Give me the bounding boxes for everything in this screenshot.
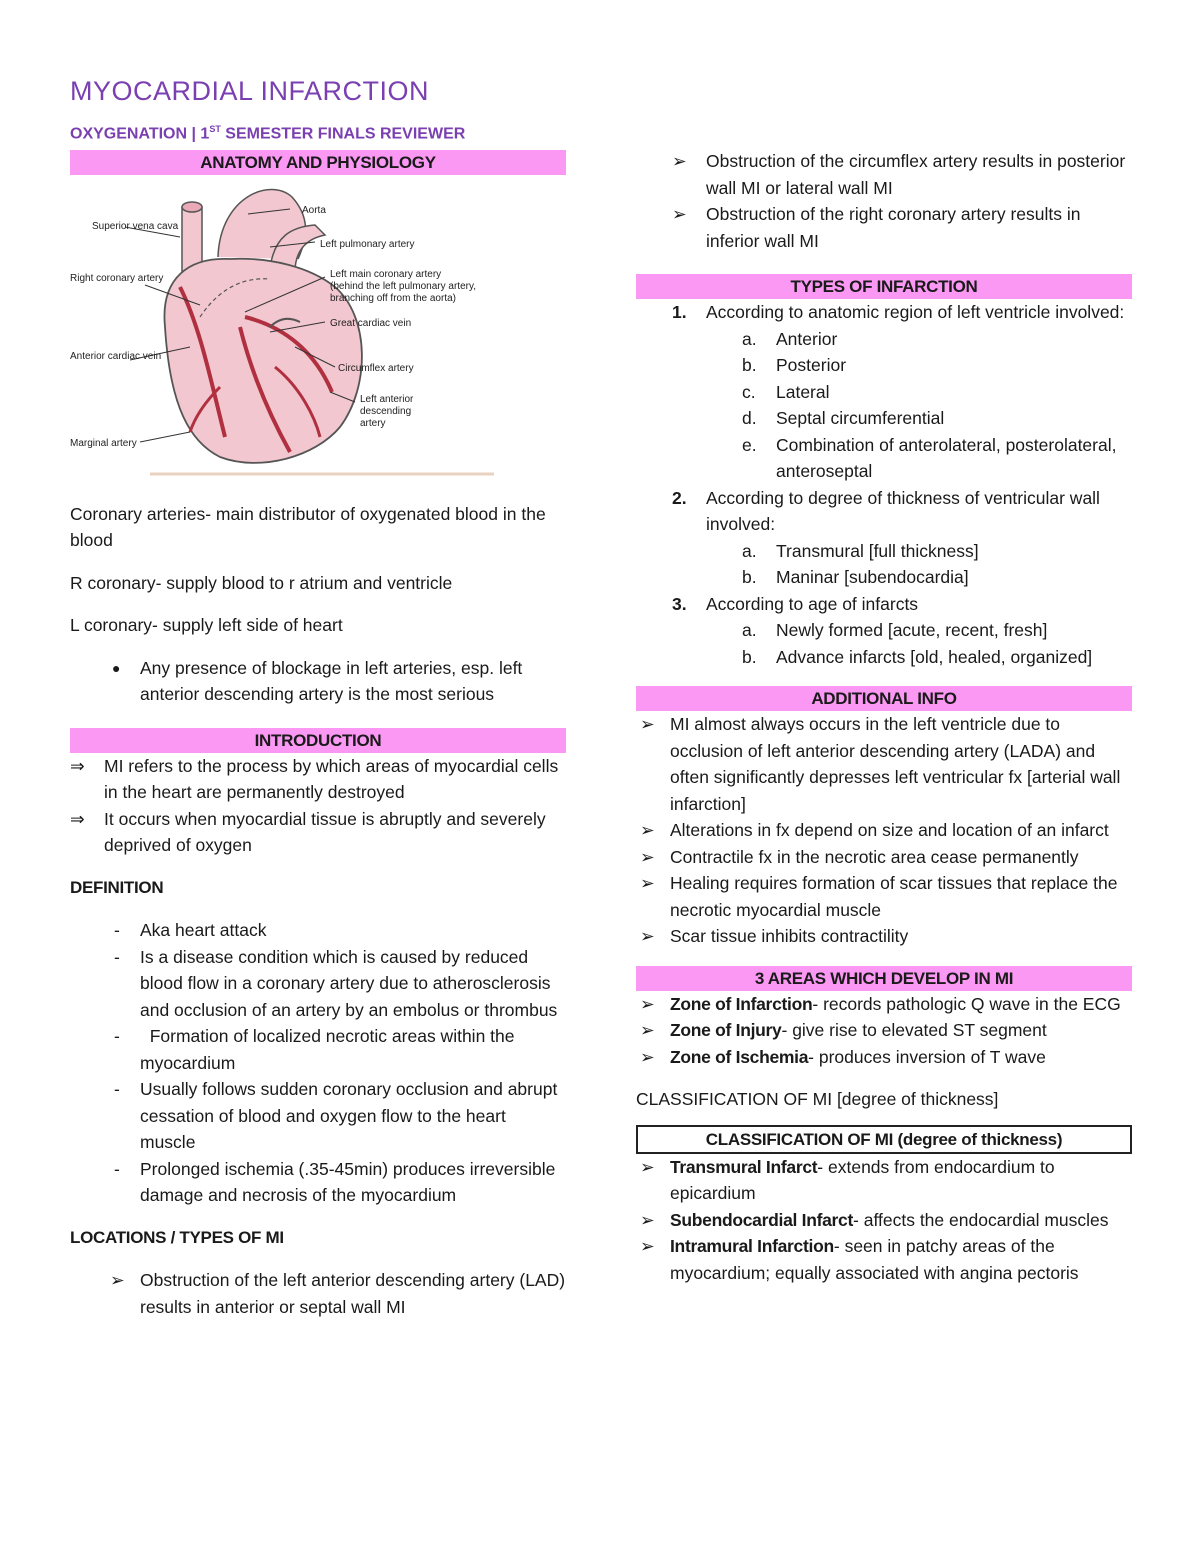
left-column	[70, 150, 566, 1320]
label-lad-1: Left anterior	[360, 394, 414, 405]
sub-list-item: b. Posterior	[742, 355, 847, 375]
label-lmca-2: (behind the left pulmonary artery,	[330, 281, 477, 292]
list-item: - Usually follows sudden coronary occlusion and abrupt cessation of blood and oxygen flow to the heart muscle	[114, 1079, 558, 1152]
label-svc: Superior vena cava	[92, 221, 179, 232]
list-item: ➢ Intramural Infarction- seen in patchy areas of the myocardium; equally associated with angina pectoris	[640, 1236, 1079, 1283]
list-item: ➢ Healing requires formation of scar tissues that replace the necrotic myocardial muscle	[640, 873, 1118, 920]
sub-list-item: c. Lateral	[742, 381, 830, 402]
list-item: - Prolonged ischemia (.35-45min) produces irreversible damage and necrosis of the myocardium	[114, 1158, 556, 1205]
list-item: ➢ Obstruction of the left anterior descending artery (LAD) results in anterior or septal wall MI	[110, 1270, 566, 1317]
list-item: 3. According to age of infarcts	[672, 593, 919, 614]
list-item: 2. According to degree of thickness of ventricular wall involved:	[672, 487, 1100, 534]
sub-list-item: b. Maninar [subendocardia]	[742, 567, 969, 587]
list-item: 1. According to anatomic region of left ventricle involved:	[672, 302, 1125, 322]
label-aorta: Aorta	[302, 205, 326, 216]
sub-list-item: d. Septal circumferential	[742, 408, 945, 428]
anatomy-paragraph: L coronary- supply left side of heart	[70, 615, 343, 635]
list-item: ➢ Obstruction of the right coronary artery results in inferior wall MI	[672, 204, 1081, 251]
locations-header: LOCATIONS / TYPES OF MI	[70, 1227, 284, 1247]
label-lmca-3: branching off from the aorta)	[330, 293, 456, 304]
page-subtitle: OXYGENATION | 1ST SEMESTER FINALS REVIEWER	[70, 124, 466, 143]
classification-header: CLASSIFICATION OF MI (degree of thickness)	[636, 1125, 1132, 1154]
right-column	[636, 148, 1132, 1286]
label-acv: Anterior cardiac vein	[70, 351, 162, 362]
list-item: ➢ Scar tissue inhibits contractility	[640, 926, 909, 946]
anatomy-paragraph: Coronary arteries- main distributor of oxygenated blood in the blood	[70, 503, 546, 550]
types-header: TYPES OF INFARCTION	[636, 274, 1132, 299]
heart-diagram	[70, 177, 494, 477]
label-gcv: Great cardiac vein	[330, 318, 412, 329]
label-rca: Right coronary artery	[70, 273, 164, 284]
sub-list-item: a. Anterior	[742, 328, 838, 349]
sub-list-item: a. Newly formed [acute, recent, fresh]	[742, 620, 1048, 640]
list-item: ➢ Zone of Infarction- records pathologic Q wave in the ECG	[640, 993, 1121, 1014]
list-item: - Formation of localized necrotic areas within the myocardium	[114, 1026, 520, 1073]
list-item: ➢ Contractile fx in the necrotic area cease permanently	[640, 846, 1079, 867]
list-item: ➢ MI almost always occurs in the left ventricle due to occlusion of left anterior descending artery (LADA) and often significantly depresses left ventricular fx [arterial wall infarction]	[640, 714, 1121, 814]
list-item: ➢ Alterations in fx depend on size and location of an infarct	[640, 820, 1109, 840]
label-lmca: Left main coronary artery	[330, 269, 442, 280]
anatomy-paragraph: R coronary- supply blood to r atrium and ventricle	[70, 572, 453, 593]
list-item: ⇒ MI refers to the process by which areas of myocardial cells in the heart are permanently destroyed	[70, 755, 559, 802]
list-item: ➢ Obstruction of the circumflex artery results in posterior wall MI or lateral wall MI	[672, 151, 1126, 198]
label-marginal: Marginal artery	[70, 438, 137, 449]
label-lpa: Left pulmonary artery	[320, 239, 415, 250]
list-item: - Aka heart attack	[114, 920, 267, 940]
label-lad-3: artery	[360, 418, 386, 429]
list-item: ➢ Zone of Injury- give rise to elevated ST segment	[640, 1020, 1047, 1040]
label-circumflex: Circumflex artery	[338, 363, 414, 374]
sub-list-item: b. Advance infarcts [old, healed, organized]	[742, 646, 1093, 667]
list-item: ● Any presence of blockage in left arteries, esp. left anterior descending artery is the most serious	[112, 657, 523, 704]
list-item: ➢ Subendocardial Infarct- affects the endocardial muscles	[640, 1209, 1109, 1230]
page-title: MYOCARDIAL INFARCTION	[70, 76, 430, 106]
anatomy-header: ANATOMY AND PHYSIOLOGY	[70, 150, 566, 175]
list-item: ➢ Transmural Infarct- extends from endocardium to epicardium	[640, 1156, 1055, 1203]
definition-header: DEFINITION	[70, 877, 164, 897]
classification-plain: CLASSIFICATION OF MI [degree of thickness]	[636, 1089, 999, 1109]
areas-header: 3 AREAS WHICH DEVELOP IN MI	[636, 966, 1132, 991]
sub-list-item: e. Combination of anterolateral, posterolateral, anteroseptal	[742, 434, 1117, 481]
list-item: ➢ Zone of Ischemia- produces inversion of T wave	[640, 1046, 1046, 1067]
additional-header: ADDITIONAL INFO	[636, 686, 1132, 711]
sub-list-item: a. Transmural [full thickness]	[742, 540, 979, 561]
label-lad-2: descending	[360, 406, 412, 417]
introduction-header: INTRODUCTION	[70, 728, 566, 753]
list-item: ⇒ It occurs when myocardial tissue is abruptly and severely deprived of oxygen	[70, 808, 546, 855]
list-item: - Is a disease condition which is caused by reduced blood flow in a coronary artery due to atherosclerosis and occlusion of an artery by an embolus or thrombus	[114, 946, 558, 1020]
